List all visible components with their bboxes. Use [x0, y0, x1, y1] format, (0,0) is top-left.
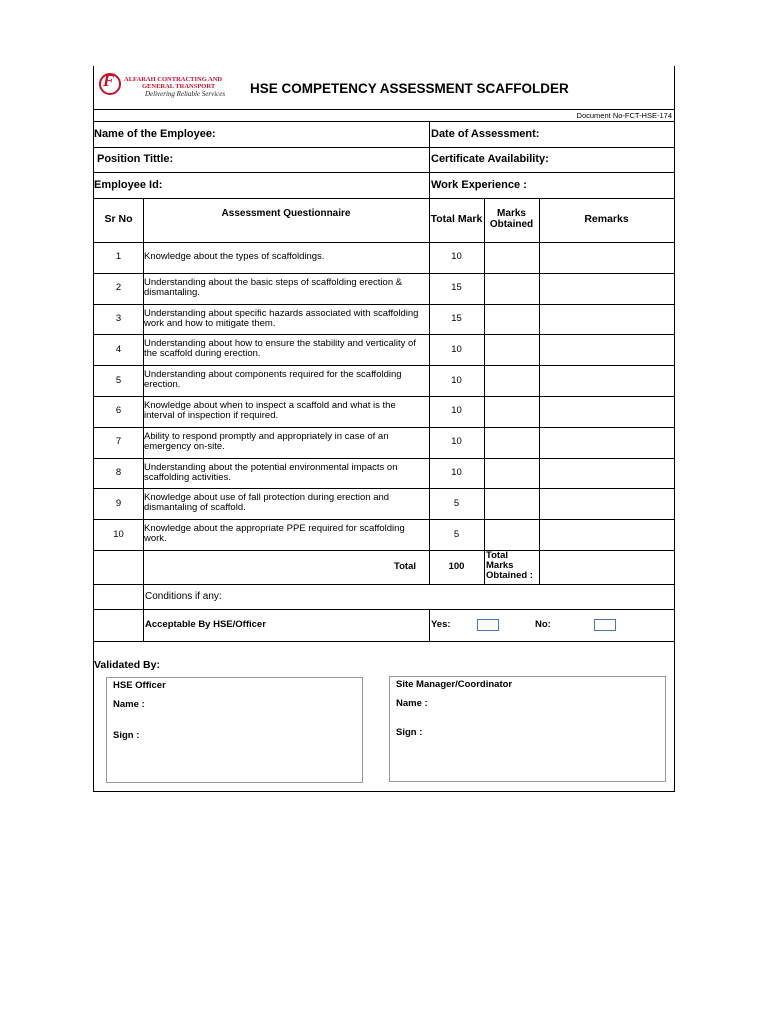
divider — [143, 584, 144, 641]
hse-officer-sign-field[interactable]: Sign : — [113, 730, 140, 741]
total-obtained-line2: Marks — [486, 560, 514, 571]
remarks-header: Remarks — [584, 213, 629, 225]
row-marks-obtained-input[interactable] — [484, 427, 539, 458]
validated-by-title: Validated By: — [94, 659, 160, 671]
row-marks-obtained-input[interactable] — [484, 458, 539, 489]
row-sr-no: 2 — [115, 282, 122, 294]
divider — [94, 584, 674, 585]
total-label: Total — [394, 561, 416, 572]
company-tagline: Delivering Reliable Services — [145, 90, 226, 98]
row-sr-no: 9 — [115, 497, 122, 509]
row-total-mark: 10 — [451, 405, 462, 417]
total-mark-header: Total Mark — [430, 213, 483, 225]
row-marks-obtained-input[interactable] — [484, 304, 539, 335]
row-question-line2: dismantaling of scaffold. — [144, 502, 246, 514]
employee-name-field[interactable]: Name of the Employee: — [94, 128, 216, 140]
total-obtained-line1: Total — [486, 550, 508, 561]
divider — [429, 121, 430, 198]
conditions-field[interactable]: Conditions if any: — [145, 591, 222, 602]
row-sr-no: 7 — [115, 436, 122, 448]
row-question-line1: Knowledge about use of fall protection during erection and — [144, 492, 390, 504]
hse-officer-title: HSE Officer — [113, 680, 166, 691]
row-question-line1: Understanding about components required for the scaffolding — [144, 369, 402, 381]
row-total-mark: 15 — [451, 282, 462, 294]
divider — [94, 147, 674, 148]
row-question-line2: work and how to mitigate them. — [144, 317, 276, 329]
assessment-form — [93, 66, 675, 792]
row-question-line1: Ability to respond promptly and appropriately in case of an — [144, 430, 389, 442]
acceptance-label: Acceptable By HSE/Officer — [145, 619, 266, 630]
row-marks-obtained-input[interactable] — [484, 365, 539, 396]
row-total-mark: 10 — [451, 251, 462, 263]
site-manager-title: Site Manager/Coordinator — [396, 679, 513, 690]
row-sr-no: 5 — [115, 374, 122, 386]
row-total-mark: 15 — [451, 313, 462, 324]
yes-label: Yes: — [431, 619, 451, 630]
sr-no-header: Sr No — [104, 213, 133, 225]
row-remarks-input[interactable] — [539, 334, 674, 365]
work-experience-field[interactable]: Work Experience : — [431, 179, 527, 191]
row-question-line2: the scaffold during erection. — [144, 348, 261, 360]
position-title-field[interactable]: Position Tittle: — [97, 153, 174, 165]
divider — [94, 609, 674, 610]
total-value: 100 — [448, 561, 465, 572]
divider — [94, 109, 674, 110]
site-manager-box — [389, 676, 666, 782]
marks-obtained-header-line1: Marks — [497, 208, 526, 219]
row-question-line2: emergency on-site. — [144, 440, 225, 452]
row-remarks-input[interactable] — [539, 427, 674, 458]
company-name-line2: GENERAL TRANSPORT — [142, 83, 216, 90]
company-name-line1: ALFARAH CONTRACTING AND — [124, 76, 223, 83]
row-remarks-input[interactable] — [539, 273, 674, 304]
row-marks-obtained-input[interactable] — [484, 396, 539, 427]
row-question-line2: interval of inspection if required. — [144, 410, 279, 421]
row-remarks-input[interactable] — [539, 304, 674, 335]
no-checkbox[interactable] — [594, 619, 616, 631]
row-question-line1: Knowledge about the types of scaffoldings. — [144, 251, 325, 263]
divider — [94, 550, 674, 551]
no-label: No: — [535, 619, 551, 630]
total-obtained-line3: Obtained : — [486, 570, 533, 581]
divider — [94, 172, 674, 173]
row-question-line2: scaffolding activities. — [144, 471, 231, 483]
row-sr-no: 6 — [115, 405, 122, 417]
marks-obtained-header-line2: Obtained — [489, 219, 534, 230]
row-question-line1: Understanding about how to ensure the stability and verticality of — [144, 338, 416, 350]
divider — [94, 121, 674, 122]
row-sr-no: 3 — [115, 313, 122, 324]
row-remarks-input[interactable] — [539, 488, 674, 519]
row-sr-no: 8 — [115, 467, 122, 478]
row-total-mark: 5 — [453, 528, 460, 540]
form-title: HSE COMPETENCY ASSESSMENT SCAFFOLDER — [250, 81, 569, 96]
row-question-line2: erection. — [144, 379, 181, 391]
divider — [94, 198, 674, 199]
row-marks-obtained-input[interactable] — [484, 519, 539, 550]
row-question-line1: Understanding about specific hazards associated with scaffolding — [144, 307, 419, 319]
row-sr-no: 4 — [115, 343, 122, 355]
divider — [429, 609, 430, 641]
row-question-line1: Understanding about the basic steps of scaffolding erection & — [144, 276, 403, 288]
row-total-mark: 10 — [451, 436, 462, 448]
row-marks-obtained-input[interactable] — [484, 273, 539, 304]
row-remarks-input[interactable] — [539, 365, 674, 396]
row-sr-no: 1 — [115, 251, 122, 263]
yes-checkbox[interactable] — [477, 619, 499, 631]
row-marks-obtained-input[interactable] — [484, 488, 539, 519]
row-total-mark: 10 — [451, 467, 462, 478]
site-manager-name-field[interactable]: Name : — [396, 698, 428, 709]
row-remarks-input[interactable] — [539, 242, 674, 273]
row-question-line1: Knowledge about when to inspect a scaffold and what is the — [144, 400, 396, 411]
site-manager-sign-field[interactable]: Sign : — [396, 727, 423, 738]
row-marks-obtained-input[interactable] — [484, 242, 539, 273]
questionnaire-header: Assessment Questionnaire — [221, 208, 351, 219]
row-marks-obtained-input[interactable] — [484, 334, 539, 365]
row-remarks-input[interactable] — [539, 396, 674, 427]
row-total-mark: 10 — [451, 343, 462, 355]
hse-officer-box — [106, 677, 363, 783]
hse-officer-name-field[interactable]: Name : — [113, 699, 145, 710]
row-total-mark: 5 — [453, 497, 460, 509]
row-question-line1: Knowledge about the appropriate PPE required for scaffolding — [144, 523, 405, 535]
row-total-mark: 10 — [451, 374, 462, 386]
row-sr-no: 10 — [113, 528, 124, 540]
row-question-line1: Understanding about the potential environmental impacts on — [144, 461, 398, 473]
date-of-assessment-field[interactable]: Date of Assessment: — [431, 128, 540, 140]
certificate-availability-field[interactable]: Certificate Availability: — [431, 153, 549, 165]
document-number: Document No-FCT-HSE-174 — [576, 111, 672, 120]
employee-id-field[interactable]: Employee Id: — [94, 179, 163, 191]
logo-letter: F — [103, 71, 115, 90]
row-question-line2: dismantaling. — [144, 286, 200, 298]
row-question-line2: work. — [144, 533, 167, 545]
row-remarks-input[interactable] — [539, 458, 674, 489]
row-remarks-input[interactable] — [539, 519, 674, 550]
company-logo — [99, 71, 234, 103]
divider — [94, 641, 674, 642]
